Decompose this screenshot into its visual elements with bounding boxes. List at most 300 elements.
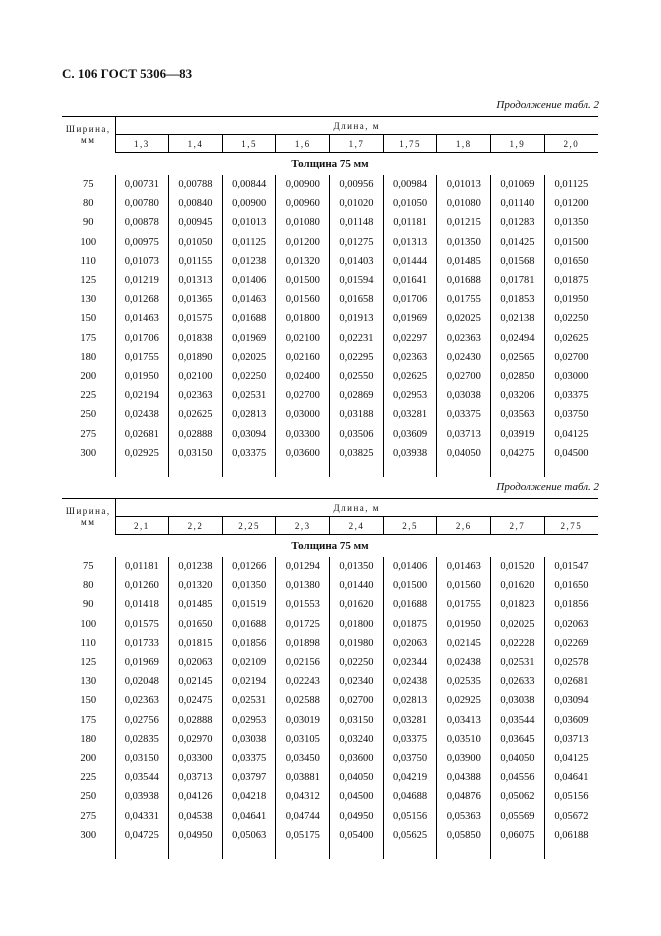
table-continuation-label: Продолжение табл. 2: [496, 481, 599, 493]
value-cell: 0,03300: [169, 749, 223, 768]
value-cell: 0,03544: [124, 772, 159, 784]
value-cell: 0,01575: [169, 309, 223, 328]
value-cell: 0,01313: [169, 271, 223, 290]
width-cell: 80: [62, 194, 115, 213]
value-cell: 0,02025: [437, 309, 491, 328]
column-header: 1,7: [330, 135, 384, 153]
value-cell: 0,04125: [544, 749, 598, 768]
value-cell: 0,01238: [222, 252, 276, 271]
table-row: [62, 634, 598, 653]
value-cell: 0,01463: [222, 290, 276, 309]
section-row: [62, 535, 598, 558]
table-row: [62, 557, 598, 576]
value-cell: 0,02888: [169, 711, 223, 730]
value-cell: 0,01294: [276, 557, 330, 576]
column-header: 1,6: [276, 135, 330, 153]
column-header: 2,0: [544, 135, 598, 153]
value-cell: 0,01755: [437, 595, 491, 614]
value-cell: 0,01463: [437, 557, 491, 576]
value-cell: 0,01800: [330, 615, 384, 634]
column-header: 1,75: [383, 135, 437, 153]
spacer-cell: [544, 463, 598, 477]
value-cell: 0,03375: [544, 386, 598, 405]
value-cell: 0,01755: [437, 290, 491, 309]
column-header: 2,3: [276, 517, 330, 535]
value-cell: 0,04125: [544, 424, 598, 443]
value-cell: 0,02700: [544, 348, 598, 367]
width-cell: 250: [62, 405, 115, 424]
value-cell: 0,01620: [491, 576, 545, 595]
value-cell: 0,04876: [437, 787, 491, 806]
value-cell: 0,03938: [383, 444, 437, 463]
value-cell: 0,01688: [222, 309, 276, 328]
value-cell: 0,01365: [169, 290, 223, 309]
value-cell: 0,01275: [330, 233, 384, 252]
width-cell: 150: [62, 309, 115, 328]
value-cell: 0,04219: [383, 768, 437, 787]
header-row: [62, 117, 598, 135]
width-cell: 175: [62, 711, 115, 730]
value-cell: 0,02231: [330, 329, 384, 348]
value-cell: 0,00731: [124, 179, 159, 191]
value-cell: 0,03281: [383, 711, 437, 730]
value-cell: 0,03000: [544, 367, 598, 386]
value-cell: 0,02438: [437, 653, 491, 672]
value-cell: 0,01706: [383, 290, 437, 309]
value-cell: 0,01181: [383, 213, 437, 232]
width-cell: 300: [62, 826, 115, 845]
value-cell: 0,02194: [124, 390, 159, 402]
value-cell: 0,03281: [383, 405, 437, 424]
value-cell: 0,02531: [491, 653, 545, 672]
value-cell: 0,02194: [222, 672, 276, 691]
value-cell: 0,05062: [491, 787, 545, 806]
value-cell: 0,01268: [124, 294, 159, 306]
row-header-line: Ширина,: [65, 505, 111, 516]
value-cell: 0,02295: [330, 348, 384, 367]
value-cell: 0,02531: [222, 691, 276, 710]
value-cell: 0,04725: [124, 829, 159, 841]
spacer-cell: [437, 463, 491, 477]
value-cell: 0,03600: [330, 749, 384, 768]
column-header: 1,5: [222, 135, 276, 153]
value-cell: 0,01519: [222, 595, 276, 614]
value-cell: 0,03506: [330, 424, 384, 443]
width-cell: 75: [62, 557, 115, 576]
value-cell: 0,04275: [491, 444, 545, 463]
column-header: 2,25: [222, 517, 276, 535]
value-cell: 0,02550: [330, 367, 384, 386]
value-cell: 0,03240: [330, 730, 384, 749]
table-row: [62, 749, 598, 768]
width-cell: 200: [62, 367, 115, 386]
value-cell: 0,01406: [383, 557, 437, 576]
spacer-cell: [222, 845, 276, 859]
value-cell: 0,02063: [544, 615, 598, 634]
value-cell: 0,03919: [491, 424, 545, 443]
value-cell: 0,02297: [383, 329, 437, 348]
width-cell: 110: [62, 252, 115, 271]
value-cell: 0,01725: [276, 615, 330, 634]
table-row: [62, 595, 598, 614]
width-cell: 175: [62, 329, 115, 348]
value-cell: 0,02813: [383, 691, 437, 710]
width-cell: 200: [62, 749, 115, 768]
value-cell: 0,01313: [383, 233, 437, 252]
value-cell: 0,01238: [169, 557, 223, 576]
value-cell: 0,01706: [124, 332, 159, 344]
value-cell: 0,01444: [383, 252, 437, 271]
value-cell: 0,02363: [437, 329, 491, 348]
value-cell: 0,01547: [544, 557, 598, 576]
width-cell: 250: [62, 787, 115, 806]
table-row: [62, 444, 598, 463]
spacer-cell: [330, 845, 384, 859]
value-cell: 0,01875: [544, 271, 598, 290]
value-cell: 0,01140: [491, 194, 545, 213]
value-cell: 0,01069: [491, 175, 545, 194]
value-cell: 0,05156: [383, 806, 437, 825]
value-cell: 0,05363: [437, 806, 491, 825]
table-row: [62, 711, 598, 730]
value-cell: 0,02475: [169, 691, 223, 710]
value-cell: 0,05569: [491, 806, 545, 825]
value-cell: 0,01969: [383, 309, 437, 328]
column-header-row: [62, 135, 598, 153]
value-cell: 0,01658: [330, 290, 384, 309]
value-cell: 0,01553: [276, 595, 330, 614]
column-header-row: [62, 517, 598, 535]
spacer-cell: [491, 845, 545, 859]
value-cell: 0,02588: [276, 691, 330, 710]
value-cell: 0,02243: [276, 672, 330, 691]
value-cell: 0,04688: [383, 787, 437, 806]
value-cell: 0,03609: [544, 711, 598, 730]
value-cell: 0,02888: [169, 424, 223, 443]
value-cell: 0,01575: [124, 618, 159, 630]
value-cell: 0,01050: [169, 233, 223, 252]
value-cell: 0,01380: [276, 576, 330, 595]
value-cell: 0,02363: [124, 695, 159, 707]
value-cell: 0,01350: [544, 213, 598, 232]
table-row: [62, 367, 598, 386]
value-cell: 0,02700: [437, 367, 491, 386]
table-row: [62, 233, 598, 252]
column-header: 2,2: [169, 517, 223, 535]
value-cell: 0,05625: [383, 826, 437, 845]
value-cell: 0,01781: [491, 271, 545, 290]
row-header-cell: [62, 117, 115, 153]
value-cell: 0,03038: [222, 730, 276, 749]
value-cell: 0,04050: [437, 444, 491, 463]
width-cell: 225: [62, 768, 115, 787]
data-table: [62, 498, 598, 859]
spacer-cell: [115, 845, 169, 859]
value-cell: 0,00788: [169, 175, 223, 194]
value-cell: 0,01520: [491, 557, 545, 576]
value-cell: 0,02145: [437, 634, 491, 653]
value-cell: 0,01800: [276, 309, 330, 328]
value-cell: 0,04218: [222, 787, 276, 806]
value-cell: 0,04126: [169, 787, 223, 806]
spacer-cell: [276, 845, 330, 859]
value-cell: 0,02063: [169, 653, 223, 672]
value-cell: 0,01219: [124, 275, 159, 287]
value-cell: 0,05400: [330, 826, 384, 845]
value-cell: 0,02700: [276, 386, 330, 405]
table-row: [62, 348, 598, 367]
value-cell: 0,01620: [330, 595, 384, 614]
value-cell: 0,03094: [222, 424, 276, 443]
value-cell: 0,01815: [169, 634, 223, 653]
value-cell: 0,00975: [124, 236, 159, 248]
spacer-cell: [276, 463, 330, 477]
value-cell: 0,01755: [124, 351, 159, 363]
value-cell: 0,00780: [124, 198, 159, 210]
width-cell: 180: [62, 730, 115, 749]
value-cell: 0,02250: [222, 367, 276, 386]
value-cell: 0,00878: [124, 217, 159, 229]
table-row: [62, 271, 598, 290]
table-row: [62, 768, 598, 787]
value-cell: 0,04388: [437, 768, 491, 787]
width-cell: 300: [62, 444, 115, 463]
value-cell: 0,01260: [124, 580, 159, 592]
value-cell: 0,02625: [544, 329, 598, 348]
value-cell: 0,01853: [491, 290, 545, 309]
spacer-row: [62, 463, 598, 477]
spacer-cell: [62, 845, 115, 859]
data-table: [62, 116, 598, 477]
value-cell: 0,02953: [383, 386, 437, 405]
value-cell: 0,01418: [124, 599, 159, 611]
table-continuation-label: Продолжение табл. 2: [496, 99, 599, 111]
value-cell: 0,01688: [383, 595, 437, 614]
column-header: 2,7: [491, 517, 545, 535]
value-cell: 0,02700: [330, 691, 384, 710]
value-cell: 0,01485: [437, 252, 491, 271]
value-cell: 0,01073: [124, 255, 159, 267]
value-cell: 0,01969: [222, 329, 276, 348]
value-cell: 0,03038: [437, 386, 491, 405]
value-cell: 0,01641: [383, 271, 437, 290]
table-row: [62, 175, 598, 194]
row-header-line: мм: [81, 516, 96, 527]
value-cell: 0,01080: [437, 194, 491, 213]
width-cell: 100: [62, 615, 115, 634]
value-cell: 0,04500: [330, 787, 384, 806]
width-cell: 130: [62, 290, 115, 309]
value-cell: 0,02850: [491, 367, 545, 386]
value-cell: 0,03105: [276, 730, 330, 749]
value-cell: 0,03609: [383, 424, 437, 443]
value-cell: 0,05063: [222, 826, 276, 845]
value-cell: 0,01125: [222, 233, 276, 252]
spacer-cell: [383, 463, 437, 477]
value-cell: 0,01013: [437, 175, 491, 194]
table-row: [62, 730, 598, 749]
table-body: [62, 535, 598, 859]
value-cell: 0,03375: [437, 405, 491, 424]
width-cell: 180: [62, 348, 115, 367]
value-cell: 0,00900: [276, 175, 330, 194]
column-header: 2,75: [544, 517, 598, 535]
value-cell: 0,02430: [437, 348, 491, 367]
value-cell: 0,02756: [124, 714, 159, 726]
value-cell: 0,01980: [330, 634, 384, 653]
value-cell: 0,03038: [491, 691, 545, 710]
value-cell: 0,03750: [544, 405, 598, 424]
width-cell: 80: [62, 576, 115, 595]
value-cell: 0,03645: [491, 730, 545, 749]
value-cell: 0,02363: [383, 348, 437, 367]
table-row: [62, 576, 598, 595]
value-cell: 0,02625: [383, 367, 437, 386]
value-cell: 0,03300: [276, 424, 330, 443]
value-cell: 0,02269: [544, 634, 598, 653]
column-header: 1,8: [437, 135, 491, 153]
value-cell: 0,02625: [169, 405, 223, 424]
value-cell: 0,03188: [330, 405, 384, 424]
value-cell: 0,05175: [276, 826, 330, 845]
value-cell: 0,01125: [544, 175, 598, 194]
value-cell: 0,01950: [544, 290, 598, 309]
value-cell: 0,03375: [383, 730, 437, 749]
value-cell: 0,03094: [544, 691, 598, 710]
value-cell: 0,01155: [169, 252, 223, 271]
table-row: [62, 405, 598, 424]
value-cell: 0,01463: [124, 313, 159, 325]
value-cell: 0,02145: [169, 672, 223, 691]
value-cell: 0,02138: [491, 309, 545, 328]
value-cell: 0,01838: [169, 329, 223, 348]
value-cell: 0,04950: [330, 806, 384, 825]
table-row: [62, 329, 598, 348]
column-header: 1,3: [115, 135, 169, 153]
value-cell: 0,02363: [169, 386, 223, 405]
value-cell: 0,01181: [124, 561, 159, 573]
width-cell: 75: [62, 175, 115, 194]
width-cell: 110: [62, 634, 115, 653]
value-cell: 0,04050: [491, 749, 545, 768]
value-cell: 0,04312: [276, 787, 330, 806]
section-row: [62, 153, 598, 176]
value-cell: 0,04538: [169, 806, 223, 825]
table-row: [62, 386, 598, 405]
value-cell: 0,01969: [124, 657, 159, 669]
value-cell: 0,04556: [491, 768, 545, 787]
value-cell: 0,03713: [437, 424, 491, 443]
value-cell: 0,02869: [330, 386, 384, 405]
section-title: Толщина 75 мм: [291, 540, 369, 552]
value-cell: 0,03150: [330, 711, 384, 730]
value-cell: 0,02633: [491, 672, 545, 691]
value-cell: 0,05156: [544, 787, 598, 806]
value-cell: 0,02156: [276, 653, 330, 672]
value-cell: 0,01350: [437, 233, 491, 252]
value-cell: 0,01200: [544, 194, 598, 213]
row-header-cell: [62, 499, 115, 535]
value-cell: 0,06075: [491, 826, 545, 845]
value-cell: 0,01856: [222, 634, 276, 653]
table-row: [62, 691, 598, 710]
value-cell: 0,02494: [491, 329, 545, 348]
value-cell: 0,01350: [330, 557, 384, 576]
table-row: [62, 615, 598, 634]
value-cell: 0,01080: [276, 213, 330, 232]
value-cell: 0,05672: [544, 806, 598, 825]
width-cell: 90: [62, 595, 115, 614]
value-cell: 0,01688: [437, 271, 491, 290]
value-cell: 0,02970: [169, 730, 223, 749]
value-cell: 0,02048: [124, 676, 159, 688]
value-cell: 0,04744: [276, 806, 330, 825]
value-cell: 0,01650: [544, 576, 598, 595]
value-cell: 0,03881: [276, 768, 330, 787]
value-cell: 0,01215: [437, 213, 491, 232]
width-cell: 275: [62, 424, 115, 443]
value-cell: 0,02025: [491, 615, 545, 634]
value-cell: 0,02340: [330, 672, 384, 691]
value-cell: 0,00900: [222, 194, 276, 213]
value-cell: 0,04641: [222, 806, 276, 825]
value-cell: 0,03413: [437, 711, 491, 730]
value-cell: 0,03713: [544, 730, 598, 749]
value-cell: 0,03600: [276, 444, 330, 463]
spacer-cell: [383, 845, 437, 859]
width-cell: 275: [62, 806, 115, 825]
value-cell: 0,02531: [222, 386, 276, 405]
width-cell: 125: [62, 653, 115, 672]
spacer-cell: [544, 845, 598, 859]
row-header-line: мм: [81, 134, 96, 145]
value-cell: 0,04331: [124, 810, 159, 822]
value-cell: 0,01440: [330, 576, 384, 595]
table-row: [62, 213, 598, 232]
value-cell: 0,03206: [491, 386, 545, 405]
table-header: [62, 117, 598, 153]
value-cell: 0,01500: [383, 576, 437, 595]
value-cell: 0,03750: [383, 749, 437, 768]
table-row: [62, 309, 598, 328]
header-row: [62, 499, 598, 517]
value-cell: 0,01856: [544, 595, 598, 614]
value-cell: 0,02400: [276, 367, 330, 386]
value-cell: 0,01733: [124, 637, 159, 649]
row-header-line: Ширина,: [65, 123, 111, 134]
value-cell: 0,04500: [544, 444, 598, 463]
table-row: [62, 653, 598, 672]
value-cell: 0,01403: [330, 252, 384, 271]
value-cell: 0,01500: [276, 271, 330, 290]
spacer-cell: [169, 845, 223, 859]
value-cell: 0,03713: [169, 768, 223, 787]
value-cell: 0,03150: [124, 752, 159, 764]
value-cell: 0,02681: [124, 428, 159, 440]
value-cell: 0,01350: [222, 576, 276, 595]
value-cell: 0,01320: [276, 252, 330, 271]
column-header: 2,6: [437, 517, 491, 535]
value-cell: 0,01050: [383, 194, 437, 213]
value-cell: 0,01013: [222, 213, 276, 232]
value-cell: 0,04950: [169, 826, 223, 845]
column-header: 2,1: [115, 517, 169, 535]
value-cell: 0,04050: [330, 768, 384, 787]
column-header: 2,5: [383, 517, 437, 535]
value-cell: 0,03000: [276, 405, 330, 424]
value-cell: 0,02681: [544, 672, 598, 691]
value-cell: 0,01020: [330, 194, 384, 213]
